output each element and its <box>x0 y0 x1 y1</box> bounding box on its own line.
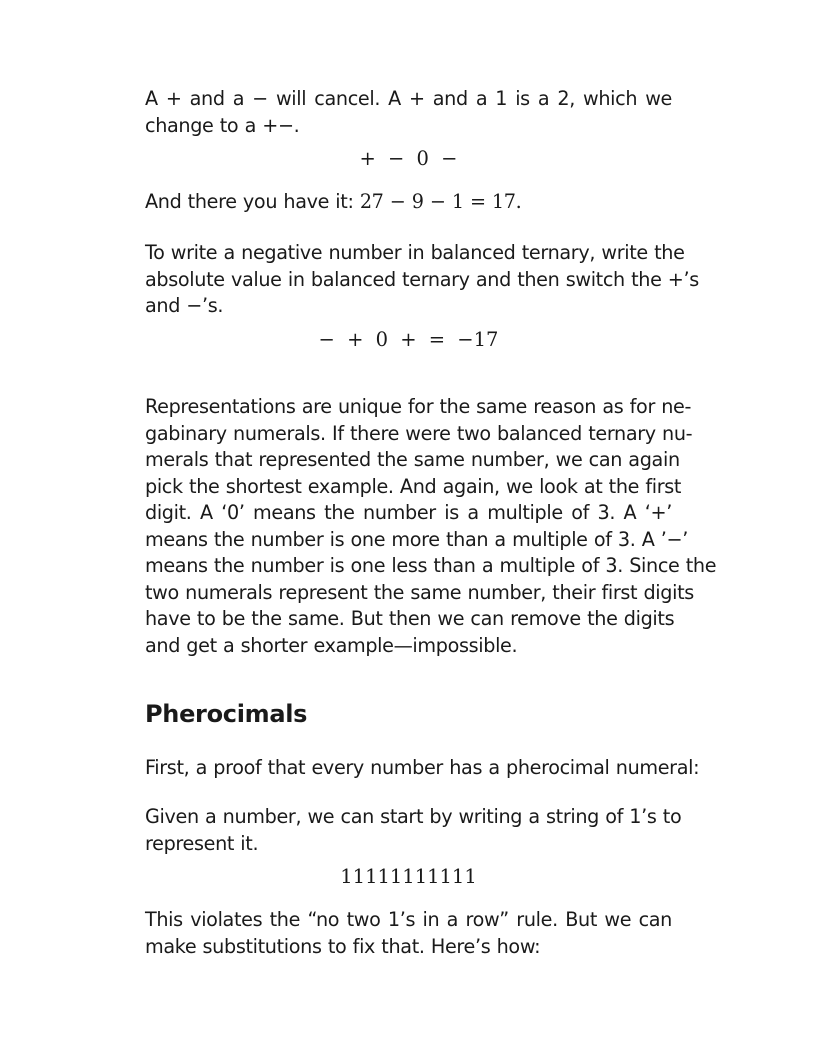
paragraph-negative-numbers <box>145 240 699 320</box>
inline-math: 27 − 9 − 1 = 17. <box>359 190 522 213</box>
text-line: Given a number, we can start by writing a string of 1’s to <box>145 805 682 828</box>
text-line: gabinary numerals. If there were two balanced ternary nu- <box>145 421 693 445</box>
paragraph-string-of-ones <box>145 804 682 857</box>
paragraph-uniqueness <box>145 394 717 659</box>
text-line <box>145 189 672 216</box>
text-line: pick the shortest example. And again, we look at the first <box>145 474 682 498</box>
text-line: two numerals represent the same number, their first digits <box>145 580 694 604</box>
display-equation-ones: 11111111111 <box>340 865 477 888</box>
paragraph-substitutions <box>145 907 672 960</box>
text-line: change to a +−. <box>145 113 300 137</box>
text-line: Representations are unique for the same reason as for ne- <box>145 395 692 418</box>
text-line: A + and a − will cancel. A + and a 1 is a 2, which we <box>145 87 672 110</box>
text-line: This violates the “no two 1’s in a row” rule. But we can <box>145 908 672 931</box>
paragraph-result <box>145 189 672 216</box>
text-line: First, a proof that every number has a pherocimal numeral: <box>145 756 700 779</box>
text-line: To write a negative number in balanced ternary, write the <box>145 241 685 264</box>
text-line: digit. A ‘0’ means the number is a multiple of 3. A ‘+’ <box>145 501 672 524</box>
text-line: absolute value in balanced ternary and then switch the +’s <box>145 267 699 291</box>
section-heading: Pherocimals <box>145 700 308 728</box>
text-line: have to be the same. But then we can remove the digits <box>145 607 675 630</box>
text-span: And there you have it: <box>145 190 360 213</box>
text-line: make substitutions to fix that. Here’s how: <box>145 934 541 958</box>
text-line: means the number is one less than a multiple of 3. Since the <box>145 554 717 577</box>
text-line: and −’s. <box>145 294 224 317</box>
text-line: means the number is one more than a multiple of 3. A ’−’ <box>145 527 689 551</box>
text-line: and get a shorter example—impossible. <box>145 633 518 657</box>
paragraph-proof-intro <box>145 755 700 782</box>
display-equation-negative: − + 0 + = −17 <box>318 328 499 351</box>
text-line: represent it. <box>145 831 259 855</box>
paragraph-cancel-rule <box>145 86 672 139</box>
text-line: merals that represented the same number, we can again <box>145 448 680 471</box>
display-equation-digits: + − 0 − <box>359 147 458 170</box>
